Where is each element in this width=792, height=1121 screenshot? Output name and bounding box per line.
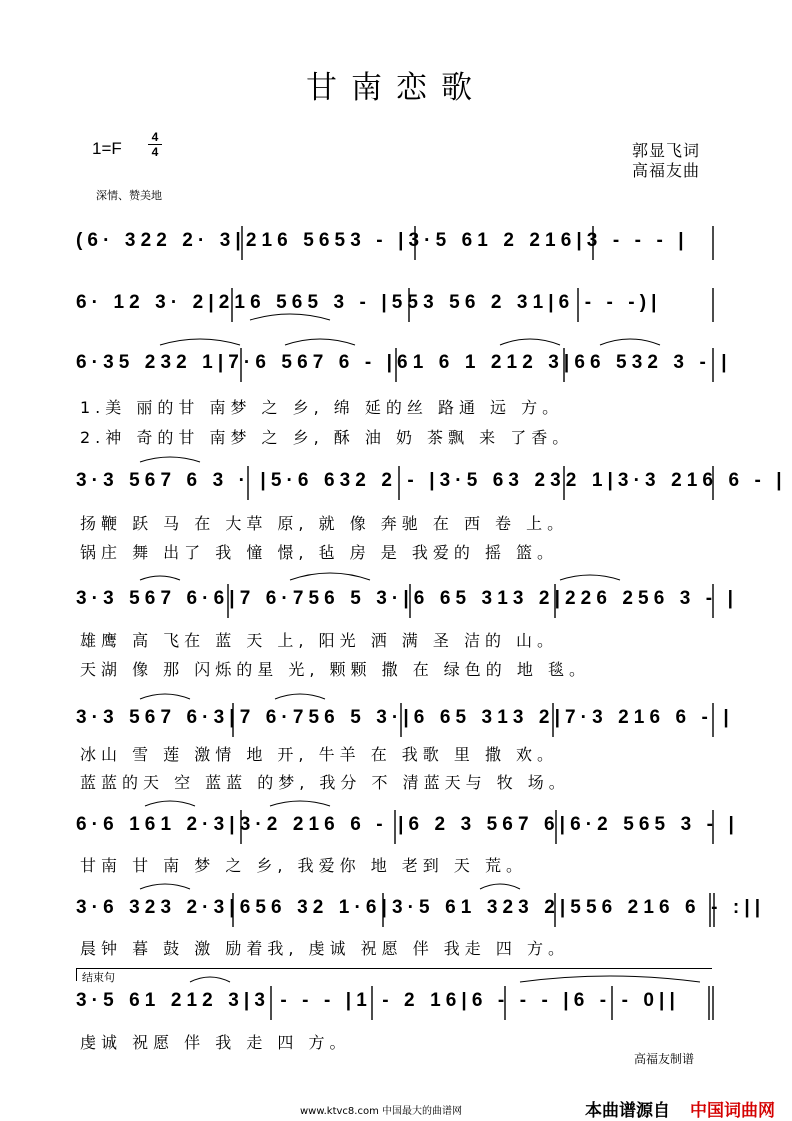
lyric-line: 1.美 丽的甘 南梦 之 乡, 绵 延的丝 路通 远 方。	[80, 398, 564, 417]
key-signature: 1=F	[92, 139, 122, 158]
tempo-marking: 深情、赞美地	[96, 189, 162, 202]
lyric-line: 虔诚 祝愿 伴 我 走 四 方。	[80, 1033, 351, 1052]
source-label: 本曲谱源自	[585, 1101, 670, 1121]
slur-arc	[140, 694, 190, 699]
time-signature-bottom: 4	[148, 144, 162, 159]
lyric-line: 天湖 像 那 闪烁的星 光, 颗颗 撒 在 绿色的 地 毯。	[80, 660, 590, 679]
notation-line: 6· 12 3· 2|216 565 3 - |553 56 2 31|6 - - -)|	[76, 292, 662, 313]
notation-line: 6·35 232 1|7·6 567 6 - |61 6 1 212 3|66 532 3 - |	[76, 352, 732, 373]
lyric-line: 蓝蓝的天 空 蓝蓝 的梦, 我分 不 清蓝天与 牧 场。	[80, 773, 570, 792]
score-row-8	[76, 893, 766, 923]
score-row-4	[76, 466, 787, 496]
notation-line: 6·6 161 2·3|3·2 216 6 - |6 2 3 567 6|6·2 565 3 - |	[76, 814, 739, 835]
lyricist-credit: 郭显飞词	[632, 141, 701, 160]
slur-arc	[285, 339, 355, 345]
score-row-9	[76, 986, 716, 1016]
score-row-2	[76, 288, 716, 318]
notation-line: (6· 322 2· 3|216 5653 - |3·5 61 2 216|3 - - - |	[76, 230, 689, 251]
lyric-line: 晨钟 暮 鼓 激 励着我, 虔诚 祝愿 伴 我走 四 方。	[80, 939, 569, 958]
notation-line: 3·5 61 212 3|3 - - - |1 - 2 16|6 - - - |6 - - 0||	[76, 990, 680, 1011]
time-signature-top: 4	[151, 130, 159, 144]
notation-line: 3·6 323 2·3|656 32 1·6|3·5 61 323 2|556 216 6 - :||	[76, 897, 766, 918]
ending-label: 结束句	[82, 971, 115, 984]
slur-arc	[290, 573, 370, 580]
composer-credit: 高福友曲	[632, 161, 701, 180]
notation-line: 3·3 567 6·6|7 6·756 5 3·|6 65 313 2|226 256 3 - |	[76, 588, 739, 609]
slur-arc	[140, 457, 200, 462]
slur-arc	[270, 801, 330, 806]
lyric-line: 冰山 雪 莲 激情 地 开, 牛羊 在 我歌 里 撒 欢。	[80, 745, 559, 764]
slur-arc	[275, 694, 325, 699]
score-row-1	[76, 226, 716, 256]
score-row-7	[76, 810, 739, 840]
slur-arc	[140, 884, 190, 889]
score-row-5	[76, 584, 739, 614]
ending-bracket	[76, 968, 712, 981]
lyric-line: 雄鹰 高 飞在 蓝 天 上, 阳光 洒 满 圣 洁的 山。	[80, 631, 559, 650]
slur-arc	[145, 801, 195, 806]
lyric-line: 甘南 甘 南 梦 之 乡, 我爱你 地 老到 天 荒。	[80, 856, 527, 875]
slur-arc	[600, 339, 660, 345]
slur-arc	[560, 575, 620, 580]
slur-arc	[140, 576, 180, 580]
song-title: 甘南恋歌	[306, 70, 486, 106]
score-row-3	[76, 348, 732, 378]
lyric-line: 锅庄 舞 出了 我 憧 憬, 毡 房 是 我爱的 摇 篮。	[80, 543, 559, 562]
notation-line: 3·3 567 6 3 · |5·6 632 2 - |3·5 63 232 1|3·3 216 6 - |	[76, 470, 787, 491]
lyric-line: 2.神 奇的甘 南梦 之 乡, 酥 油 奶 茶飘 来 了香。	[80, 428, 574, 447]
slur-arc	[160, 339, 240, 345]
transcriber-credit: 高福友制谱	[634, 1052, 695, 1066]
footer-site: www.ktvc8.com 中国最大的曲谱网	[300, 1106, 463, 1117]
source-site: 中国词曲网	[690, 1101, 775, 1121]
lyric-line: 扬鞭 跃 马 在 大草 原, 就 像 奔驰 在 西 卷 上。	[80, 514, 569, 533]
time-signature	[148, 130, 162, 159]
slur-arc	[500, 339, 560, 345]
score-row-6	[76, 703, 734, 733]
slur-arc	[480, 884, 520, 889]
notation-line: 3·3 567 6·3|7 6·756 5 3·|6 65 313 2|7·3 216 6 - |	[76, 707, 734, 728]
